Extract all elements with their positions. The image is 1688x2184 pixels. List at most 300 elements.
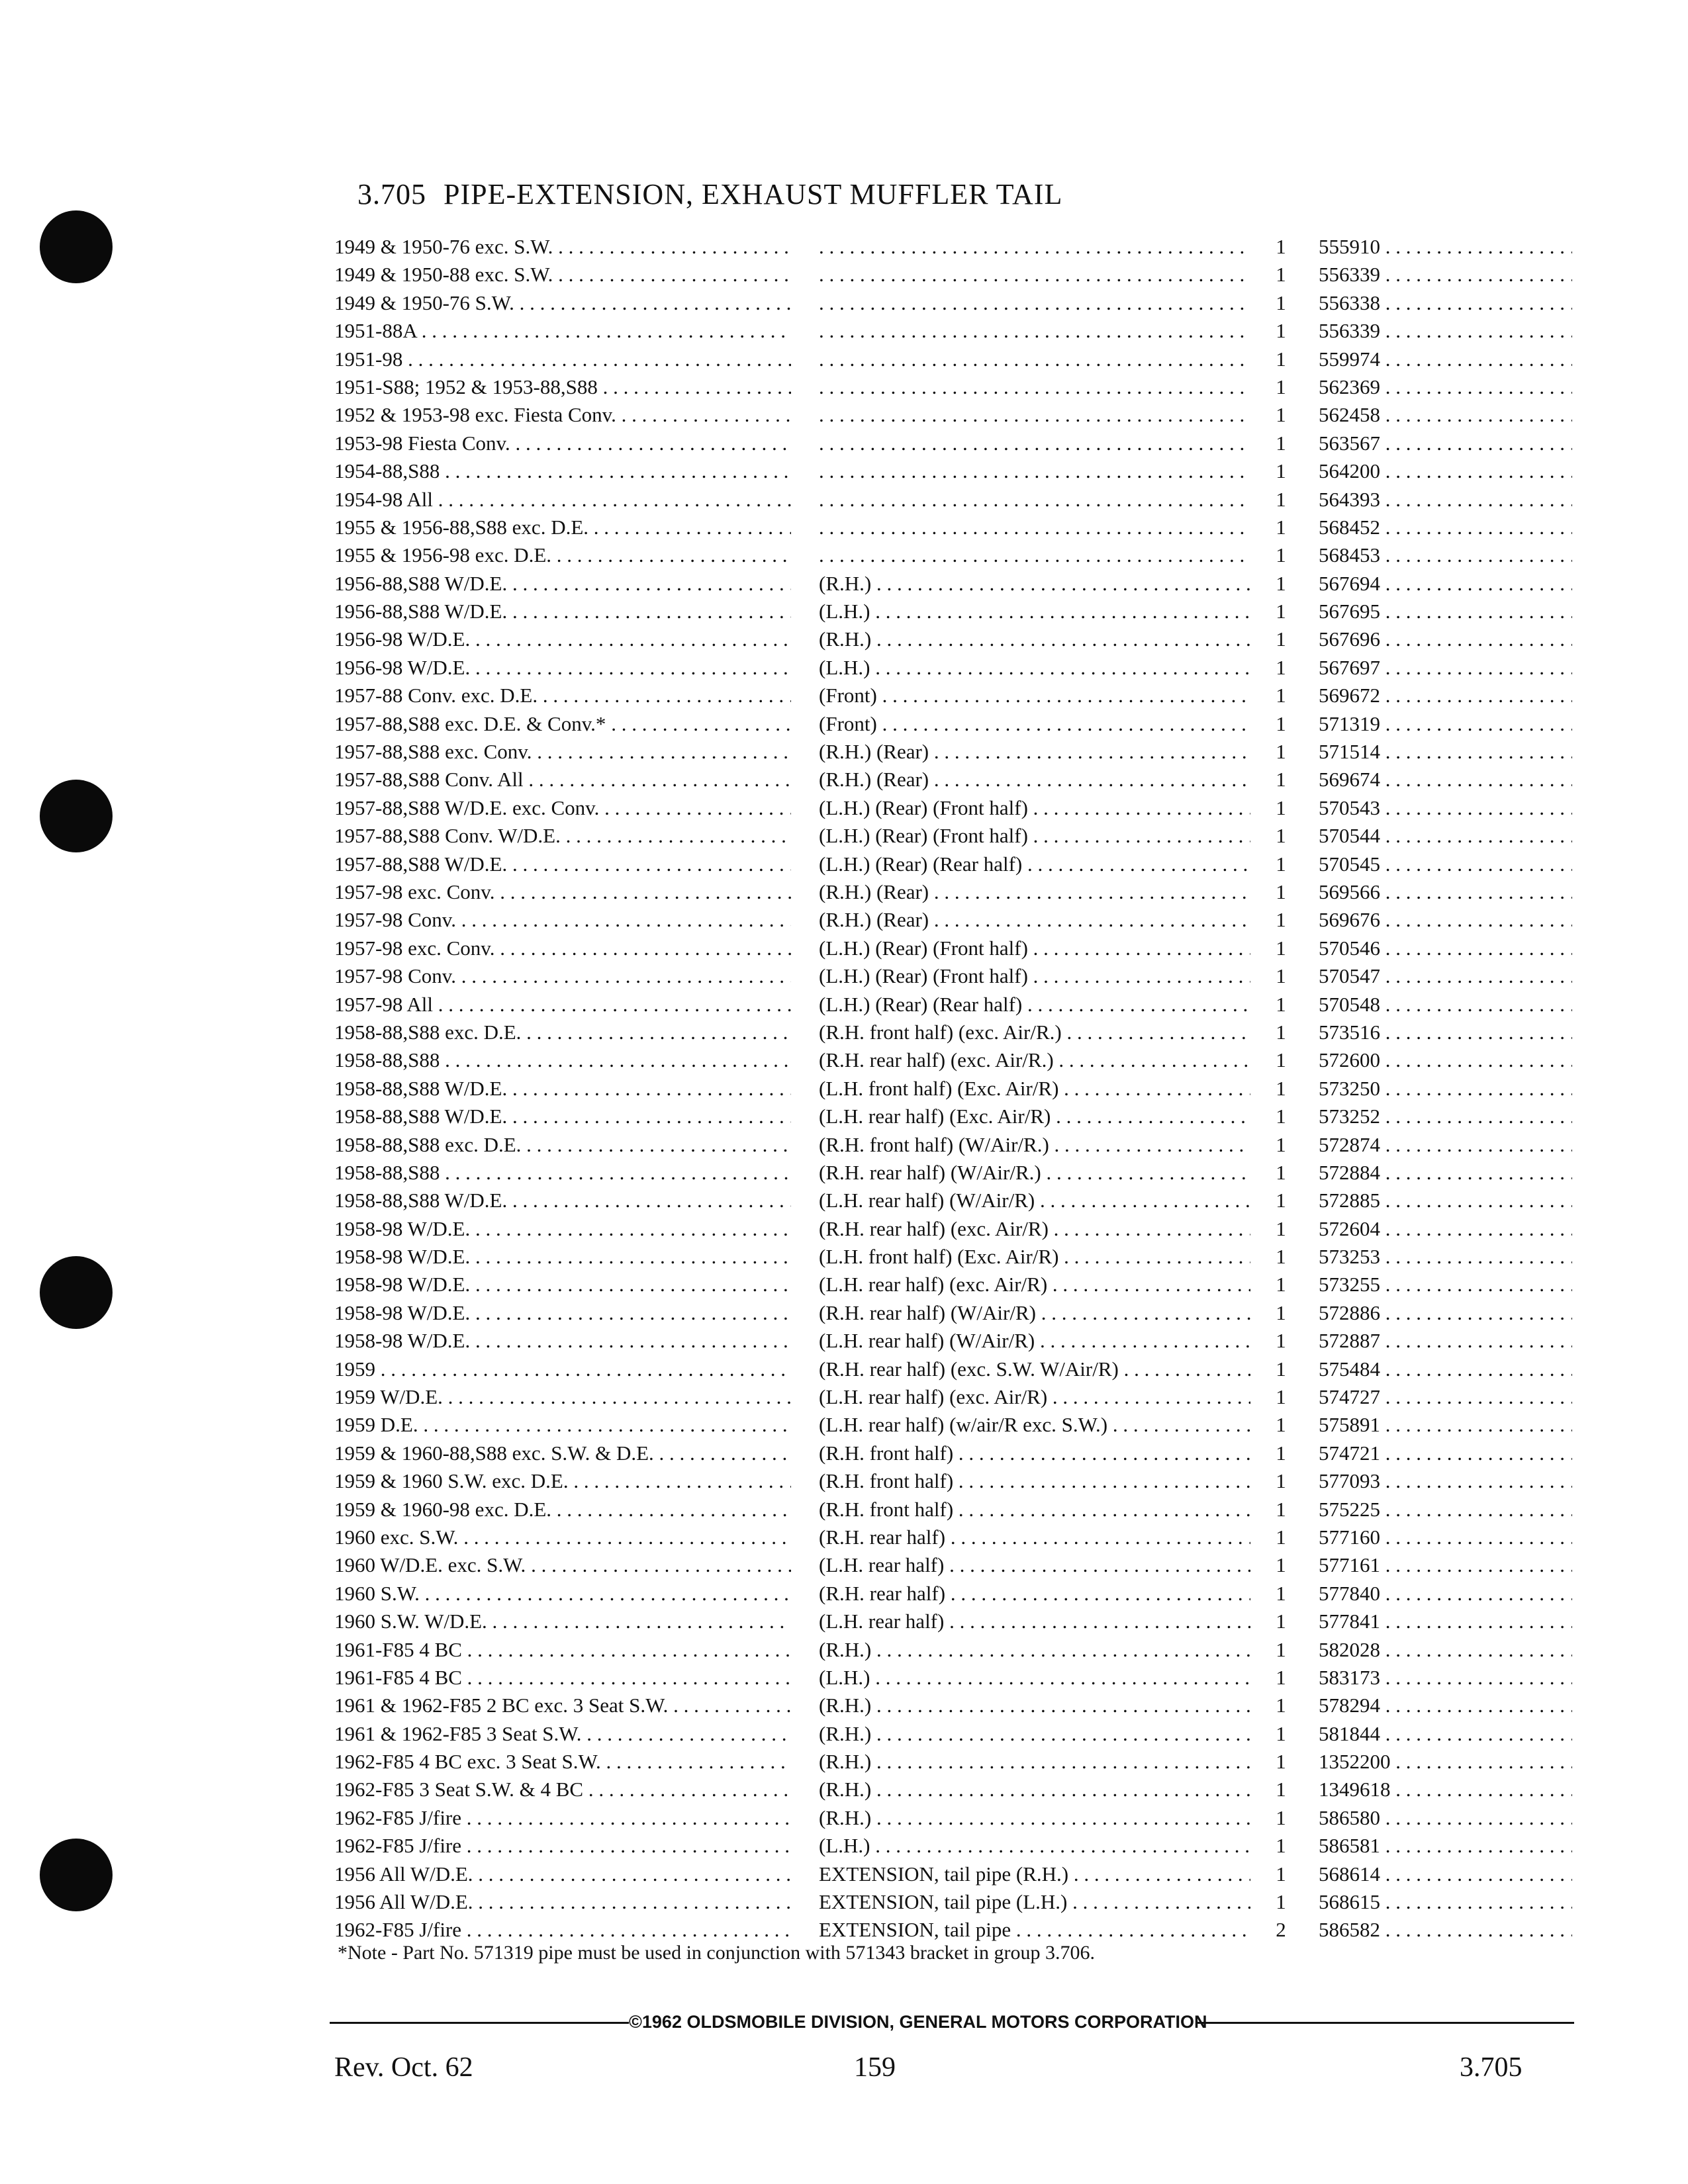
table-row [334, 1355, 1572, 1383]
quantity-cell: 1 [1276, 515, 1286, 539]
quantity-cell: 1 [1276, 1385, 1286, 1409]
part-number-cell: 575225 . . . [1319, 1496, 1572, 1524]
part-number-cell: 568452 . . . [1319, 514, 1572, 541]
table-row [334, 1467, 1572, 1495]
table-row [334, 1299, 1572, 1327]
quantity-cell: 1 [1276, 235, 1286, 258]
part-number-cell: 562369 . . . [1319, 373, 1572, 401]
quantity-cell: 1 [1276, 291, 1286, 314]
description-cell: (R.H.) . . . [819, 1636, 1250, 1664]
model-cell: 1958-88,S88 W/D.E. . . . [334, 1075, 791, 1103]
model-cell: 1958-98 W/D.E. . . . [334, 1271, 791, 1298]
model-cell: 1951-88A . . . [334, 317, 791, 345]
model-cell: 1957-88,S88 exc. D.E. & Conv.* . . . [334, 710, 791, 738]
part-number-cell: 1352200 . . . [1319, 1748, 1572, 1776]
quantity-cell: 1 [1276, 655, 1286, 679]
model-cell: 1956-98 W/D.E. . . . [334, 625, 791, 653]
description-cell: (L.H.) (Rear) (Rear half) . . . [819, 991, 1250, 1019]
table-row [334, 1411, 1572, 1439]
description-cell: (R.H.) . . . [819, 1776, 1250, 1803]
part-number-cell: 575484 . . . [1319, 1355, 1572, 1383]
model-cell: 1959 & 1960 S.W. exc. D.E. . . . [334, 1467, 791, 1495]
part-number-cell: 570544 . . . [1319, 822, 1572, 850]
quantity-cell: 1 [1276, 1610, 1286, 1633]
table-row [334, 317, 1572, 345]
part-number-cell: 573516 . . . [1319, 1019, 1572, 1046]
table-row [334, 1075, 1572, 1103]
part-number-cell: 577093 . . . [1319, 1467, 1572, 1495]
description-cell [819, 486, 1250, 514]
part-number-cell: 555910 . . . [1319, 233, 1572, 261]
table-row [334, 654, 1572, 682]
model-cell: 1962-F85 J/fire . . . [334, 1832, 791, 1860]
model-cell: 1959 & 1960-98 exc. D.E. . . . [334, 1496, 791, 1524]
part-number-cell: 577161 . . . [1319, 1551, 1572, 1579]
description-cell [819, 289, 1250, 317]
description-cell: (R.H. front half) (exc. Air/R.) . . . [819, 1019, 1250, 1046]
part-number-cell: 572600 . . . [1319, 1046, 1572, 1074]
part-number-cell: 571514 . . . [1319, 738, 1572, 766]
description-cell: (R.H. rear half) (exc. S.W. W/Air/R) . . . [819, 1355, 1250, 1383]
quantity-cell: 1 [1276, 880, 1286, 903]
description-cell: (R.H.) . . . [819, 1748, 1250, 1776]
table-row [334, 486, 1572, 514]
description-cell [819, 401, 1250, 429]
quantity-cell: 1 [1276, 375, 1286, 398]
table-row [334, 261, 1572, 289]
description-cell: (R.H. rear half) (exc. Air/R) . . . [819, 1215, 1250, 1243]
quantity-cell: 1 [1276, 1329, 1286, 1353]
model-cell: 1960 exc. S.W. . . . [334, 1524, 791, 1551]
table-row [334, 738, 1572, 766]
footer-rule-right [1197, 2022, 1574, 2024]
description-cell: (R.H. front half) . . . [819, 1467, 1250, 1495]
part-number-cell: 570545 . . . [1319, 850, 1572, 878]
quantity-cell: 1 [1276, 1160, 1286, 1184]
description-cell: (R.H.) (Rear) . . . [819, 878, 1250, 906]
description-cell: (R.H.) . . . [819, 625, 1250, 653]
model-cell: 1951-98 . . . [334, 345, 791, 373]
description-cell [819, 373, 1250, 401]
model-cell: 1959 D.E. . . . [334, 1411, 791, 1439]
model-cell: 1962-F85 J/fire . . . [334, 1804, 791, 1832]
quantity-cell: 1 [1276, 1132, 1286, 1156]
description-cell: (L.H.) . . . [819, 598, 1250, 625]
model-cell: 1954-88,S88 . . . [334, 457, 791, 485]
model-cell: 1958-88,S88 exc. D.E. . . . [334, 1019, 791, 1046]
model-cell: 1961 & 1962-F85 3 Seat S.W. . . . [334, 1720, 791, 1748]
description-cell: (R.H.) (Rear) . . . [819, 766, 1250, 794]
description-cell: (L.H. rear half) (W/Air/R) . . . [819, 1327, 1250, 1355]
part-number-cell: 572885 . . . [1319, 1187, 1572, 1214]
quantity-cell: 1 [1276, 1694, 1286, 1717]
table-row [334, 1832, 1572, 1860]
quantity-cell: 1 [1276, 1834, 1286, 1858]
table-row [334, 1159, 1572, 1187]
part-number-cell: 567697 . . . [1319, 654, 1572, 682]
table-row [334, 1860, 1572, 1888]
quantity-cell: 1 [1276, 1020, 1286, 1044]
description-cell: (L.H. rear half) . . . [819, 1608, 1250, 1635]
part-number-cell: 575891 . . . [1319, 1411, 1572, 1439]
part-number-cell: 570547 . . . [1319, 962, 1572, 990]
table-row [334, 625, 1572, 653]
description-cell: (R.H.) . . . [819, 1804, 1250, 1832]
model-cell: 1958-98 W/D.E. . . . [334, 1215, 791, 1243]
table-row [334, 289, 1572, 317]
table-row [334, 962, 1572, 990]
description-cell: (R.H. rear half) . . . [819, 1580, 1250, 1608]
part-number-cell: 577160 . . . [1319, 1524, 1572, 1551]
description-cell: (R.H. front half) . . . [819, 1439, 1250, 1467]
description-cell: (Front) . . . [819, 682, 1250, 709]
part-number-cell: 556339 . . . [1319, 317, 1572, 345]
model-cell: 1954-98 All . . . [334, 486, 791, 514]
model-cell: 1957-88,S88 W/D.E. . . . [334, 850, 791, 878]
quantity-cell: 1 [1276, 824, 1286, 848]
model-cell: 1957-98 exc. Conv. . . . [334, 934, 791, 962]
part-number-cell: 574727 . . . [1319, 1383, 1572, 1411]
quantity-cell: 1 [1276, 740, 1286, 764]
table-row [334, 1804, 1572, 1832]
quantity-cell: 1 [1276, 1553, 1286, 1577]
description-cell [819, 514, 1250, 541]
quantity-cell: 1 [1276, 1441, 1286, 1465]
table-row [334, 1131, 1572, 1159]
quantity-cell: 1 [1276, 1890, 1286, 1914]
quantity-cell: 1 [1276, 992, 1286, 1016]
quantity-cell: 2 [1276, 1918, 1286, 1942]
description-cell [819, 345, 1250, 373]
description-cell: EXTENSION, tail pipe (R.H.) . . . [819, 1860, 1250, 1888]
table-row [334, 1187, 1572, 1214]
model-cell: 1958-98 W/D.E. . . . [334, 1327, 791, 1355]
model-cell: 1949 & 1950-76 S.W. . . . [334, 289, 791, 317]
model-cell: 1960 W/D.E. exc. S.W. . . . [334, 1551, 791, 1579]
description-cell [819, 430, 1250, 457]
model-cell: 1957-98 All . . . [334, 991, 791, 1019]
table-row [334, 850, 1572, 878]
description-cell: (L.H. rear half) . . . [819, 1551, 1250, 1579]
quantity-cell: 1 [1276, 1750, 1286, 1774]
model-cell: 1958-88,S88 W/D.E. . . . [334, 1103, 791, 1130]
quantity-cell: 1 [1276, 347, 1286, 371]
model-cell: 1958-88,S88 . . . [334, 1046, 791, 1074]
table-row [334, 766, 1572, 794]
part-number-cell: 556338 . . . [1319, 289, 1572, 317]
description-cell [819, 457, 1250, 485]
part-number-cell: 570543 . . . [1319, 794, 1572, 822]
model-cell: 1958-88,S88 exc. D.E. . . . [334, 1131, 791, 1159]
model-cell: 1959 W/D.E. . . . [334, 1383, 791, 1411]
quantity-cell: 1 [1276, 487, 1286, 511]
quantity-cell: 1 [1276, 1413, 1286, 1437]
part-number-cell: 578294 . . . [1319, 1692, 1572, 1719]
part-number-cell: 583173 . . . [1319, 1664, 1572, 1692]
quantity-cell: 1 [1276, 627, 1286, 651]
quantity-cell: 1 [1276, 1778, 1286, 1801]
table-row [334, 1215, 1572, 1243]
part-number-cell: 570548 . . . [1319, 991, 1572, 1019]
table-row [334, 794, 1572, 822]
model-cell: 1957-88,S88 Conv. W/D.E. . . . [334, 822, 791, 850]
punch-hole [40, 1839, 113, 1911]
model-cell: 1962-F85 3 Seat S.W. & 4 BC . . . [334, 1776, 791, 1803]
model-cell: 1959 . . . [334, 1355, 791, 1383]
parts-table [334, 233, 1572, 1944]
table-row [334, 682, 1572, 709]
quantity-cell: 1 [1276, 459, 1286, 483]
model-cell: 1951-S88; 1952 & 1953-88,S88 . . . [334, 373, 791, 401]
model-cell: 1955 & 1956-98 exc. D.E. . . . [334, 541, 791, 569]
table-row [334, 1103, 1572, 1130]
quantity-cell: 1 [1276, 964, 1286, 988]
table-row [334, 1636, 1572, 1664]
model-cell: 1956-88,S88 W/D.E. . . . [334, 570, 791, 598]
description-cell: (L.H.) (Rear) (Front half) . . . [819, 822, 1250, 850]
quantity-cell: 1 [1276, 1862, 1286, 1886]
table-row [334, 1524, 1572, 1551]
model-cell: 1949 & 1950-76 exc. S.W. . . . [334, 233, 791, 261]
table-row [334, 1439, 1572, 1467]
quantity-cell: 1 [1276, 936, 1286, 960]
part-number-cell: 559974 . . . [1319, 345, 1572, 373]
model-cell: 1958-98 W/D.E. . . . [334, 1299, 791, 1327]
punch-hole [40, 1256, 113, 1329]
table-row [334, 991, 1572, 1019]
quantity-cell: 1 [1276, 1273, 1286, 1297]
model-cell: 1953-98 Fiesta Conv. . . . [334, 430, 791, 457]
part-number-cell: 574721 . . . [1319, 1439, 1572, 1467]
model-cell: 1955 & 1956-88,S88 exc. D.E. . . . [334, 514, 791, 541]
table-row [334, 570, 1572, 598]
part-number-cell: 567696 . . . [1319, 625, 1572, 653]
part-number-cell: 572884 . . . [1319, 1159, 1572, 1187]
model-cell: 1957-88,S88 exc. Conv. . . . [334, 738, 791, 766]
model-cell: 1956-98 W/D.E. . . . [334, 654, 791, 682]
model-cell: 1952 & 1953-98 exc. Fiesta Conv. . . . [334, 401, 791, 429]
part-number-cell: 573255 . . . [1319, 1271, 1572, 1298]
quantity-cell: 1 [1276, 1105, 1286, 1128]
table-row [334, 1580, 1572, 1608]
table-row [334, 514, 1572, 541]
model-cell: 1956-88,S88 W/D.E. . . . [334, 598, 791, 625]
part-number-cell: 563567 . . . [1319, 430, 1572, 457]
description-cell: EXTENSION, tail pipe (L.H.) . . . [819, 1888, 1250, 1916]
part-number-cell: 556339 . . . [1319, 261, 1572, 289]
table-row [334, 906, 1572, 934]
description-cell: (L.H.) (Rear) (Front half) . . . [819, 962, 1250, 990]
description-cell: (Front) . . . [819, 710, 1250, 738]
table-row [334, 1888, 1572, 1916]
model-cell: 1957-88,S88 W/D.E. exc. Conv. . . . [334, 794, 791, 822]
model-cell: 1957-88,S88 Conv. All . . . [334, 766, 791, 794]
quantity-cell: 1 [1276, 1216, 1286, 1240]
quantity-cell: 1 [1276, 1497, 1286, 1521]
part-number-cell: 567694 . . . [1319, 570, 1572, 598]
part-number-cell: 573250 . . . [1319, 1075, 1572, 1103]
table-row [334, 1551, 1572, 1579]
description-cell: (L.H. front half) (Exc. Air/R) . . . [819, 1075, 1250, 1103]
part-number-cell: 564393 . . . [1319, 486, 1572, 514]
quantity-cell: 1 [1276, 1525, 1286, 1549]
quantity-cell: 1 [1276, 1581, 1286, 1605]
model-cell: 1949 & 1950-88 exc. S.W. . . . [334, 261, 791, 289]
model-cell: 1959 & 1960-88,S88 exc. S.W. & D.E. . . . [334, 1439, 791, 1467]
part-number-cell: 572604 . . . [1319, 1215, 1572, 1243]
section-reference: 3.705 [1460, 2052, 1523, 2083]
table-row [334, 1776, 1572, 1803]
quantity-cell: 1 [1276, 711, 1286, 735]
table-row [334, 401, 1572, 429]
description-cell: (L.H. rear half) (Exc. Air/R) . . . [819, 1103, 1250, 1130]
model-cell: 1960 S.W. . . . [334, 1580, 791, 1608]
quantity-cell: 1 [1276, 1665, 1286, 1689]
quantity-cell: 1 [1276, 1469, 1286, 1493]
description-cell: (L.H.) (Rear) (Rear half) . . . [819, 850, 1250, 878]
section-heading: PIPE-EXTENSION, EXHAUST MUFFLER TAIL [444, 178, 1063, 210]
part-number-cell: 564200 . . . [1319, 457, 1572, 485]
table-row [334, 710, 1572, 738]
part-number-cell: 568615 . . . [1319, 1888, 1572, 1916]
part-number-cell: 573253 . . . [1319, 1243, 1572, 1271]
table-row [334, 373, 1572, 401]
footer-rule-left [330, 2022, 629, 2024]
part-number-cell: 586580 . . . [1319, 1804, 1572, 1832]
table-row [334, 1271, 1572, 1298]
table-row [334, 345, 1572, 373]
table-row [334, 934, 1572, 962]
table-row [334, 1664, 1572, 1692]
table-row [334, 1748, 1572, 1776]
part-number-cell: 581844 . . . [1319, 1720, 1572, 1748]
table-row [334, 878, 1572, 906]
model-cell: 1962-F85 J/fire . . . [334, 1916, 791, 1944]
quantity-cell: 1 [1276, 768, 1286, 792]
table-row [334, 1383, 1572, 1411]
quantity-cell: 1 [1276, 1300, 1286, 1324]
table-row [334, 457, 1572, 485]
model-cell: 1957-98 Conv. . . . [334, 906, 791, 934]
part-number-cell: 586582 . . . [1319, 1916, 1572, 1944]
model-cell: 1957-98 exc. Conv. . . . [334, 878, 791, 906]
description-cell: (R.H. rear half) (exc. Air/R.) . . . [819, 1046, 1250, 1074]
punch-hole [40, 780, 113, 852]
part-number-cell: 569674 . . . [1319, 766, 1572, 794]
model-cell: 1961-F85 4 BC . . . [334, 1636, 791, 1664]
part-number-cell: 571319 . . . [1319, 710, 1572, 738]
table-row [334, 1496, 1572, 1524]
quantity-cell: 1 [1276, 1048, 1286, 1072]
table-row [334, 1019, 1572, 1046]
footnote: *Note - Part No. 571319 pipe must be used in conjunction with 571343 bracket in group 3.706. [338, 1942, 1095, 1964]
table-row [334, 1916, 1572, 1944]
description-cell: (R.H.) (Rear) . . . [819, 906, 1250, 934]
model-cell: 1957-98 Conv. . . . [334, 962, 791, 990]
part-number-cell: 1349618 . . . [1319, 1776, 1572, 1803]
quantity-cell: 1 [1276, 1637, 1286, 1661]
quantity-cell: 1 [1276, 1076, 1286, 1100]
quantity-cell: 1 [1276, 319, 1286, 343]
model-cell: 1957-88 Conv. exc. D.E. . . . [334, 682, 791, 709]
description-cell: (L.H.) (Rear) (Front half) . . . [819, 934, 1250, 962]
description-cell: (R.H.) . . . [819, 1720, 1250, 1748]
table-row [334, 233, 1572, 261]
description-cell [819, 233, 1250, 261]
quantity-cell: 1 [1276, 1805, 1286, 1829]
revision-date: Rev. Oct. 62 [334, 2052, 473, 2083]
table-row [334, 1608, 1572, 1635]
table-row [334, 1720, 1572, 1748]
part-number-cell: 586581 . . . [1319, 1832, 1572, 1860]
table-row [334, 1327, 1572, 1355]
quantity-cell: 1 [1276, 431, 1286, 455]
part-number-cell: 562458 . . . [1319, 401, 1572, 429]
description-cell: (L.H.) . . . [819, 654, 1250, 682]
table-row [334, 1243, 1572, 1271]
quantity-cell: 1 [1276, 852, 1286, 876]
description-cell: (L.H. rear half) (W/Air/R) . . . [819, 1187, 1250, 1214]
quantity-cell: 1 [1276, 1245, 1286, 1269]
description-cell: (L.H. rear half) (w/air/R exc. S.W.) . . . [819, 1411, 1250, 1439]
description-cell: (L.H.) . . . [819, 1664, 1250, 1692]
description-cell [819, 541, 1250, 569]
description-cell: (R.H. rear half) (W/Air/R) . . . [819, 1299, 1250, 1327]
model-cell: 1961-F85 4 BC . . . [334, 1664, 791, 1692]
part-number-cell: 569676 . . . [1319, 906, 1572, 934]
part-number-cell: 568614 . . . [1319, 1860, 1572, 1888]
description-cell: (L.H.) (Rear) (Front half) . . . [819, 794, 1250, 822]
quantity-cell: 1 [1276, 571, 1286, 595]
page-number: 159 [854, 2052, 896, 2083]
model-cell: 1958-98 W/D.E. . . . [334, 1243, 791, 1271]
quantity-cell: 1 [1276, 1189, 1286, 1212]
description-cell: (L.H.) . . . [819, 1832, 1250, 1860]
description-cell: (R.H. front half) (W/Air/R.) . . . [819, 1131, 1250, 1159]
description-cell: (R.H. rear half) . . . [819, 1524, 1250, 1551]
description-cell: (R.H. front half) . . . [819, 1496, 1250, 1524]
quantity-cell: 1 [1276, 263, 1286, 287]
model-cell: 1958-88,S88 . . . [334, 1159, 791, 1187]
model-cell: 1962-F85 4 BC exc. 3 Seat S.W. . . . [334, 1748, 791, 1776]
quantity-cell: 1 [1276, 1721, 1286, 1745]
part-number-cell: 577840 . . . [1319, 1580, 1572, 1608]
quantity-cell: 1 [1276, 908, 1286, 932]
part-number-cell: 569672 . . . [1319, 682, 1572, 709]
quantity-cell: 1 [1276, 684, 1286, 707]
model-cell: 1961 & 1962-F85 2 BC exc. 3 Seat S.W. . . . [334, 1692, 791, 1719]
quantity-cell: 1 [1276, 543, 1286, 567]
model-cell: 1956 All W/D.E. . . . [334, 1860, 791, 1888]
part-number-cell: 567695 . . . [1319, 598, 1572, 625]
part-number-cell: 573252 . . . [1319, 1103, 1572, 1130]
description-cell: (R.H.) . . . [819, 1692, 1250, 1719]
table-row [334, 1692, 1572, 1719]
description-cell: (L.H. rear half) (exc. Air/R) . . . [819, 1271, 1250, 1298]
part-number-cell: 570546 . . . [1319, 934, 1572, 962]
description-cell [819, 261, 1250, 289]
table-row [334, 598, 1572, 625]
quantity-cell: 1 [1276, 1357, 1286, 1381]
table-row [334, 430, 1572, 457]
table-row [334, 541, 1572, 569]
part-number-cell: 572874 . . . [1319, 1131, 1572, 1159]
description-cell: (L.H. front half) (Exc. Air/R) . . . [819, 1243, 1250, 1271]
part-number-cell: 577841 . . . [1319, 1608, 1572, 1635]
description-cell: (R.H.) . . . [819, 570, 1250, 598]
description-cell: (R.H.) (Rear) . . . [819, 738, 1250, 766]
model-cell: 1960 S.W. W/D.E. . . . [334, 1608, 791, 1635]
